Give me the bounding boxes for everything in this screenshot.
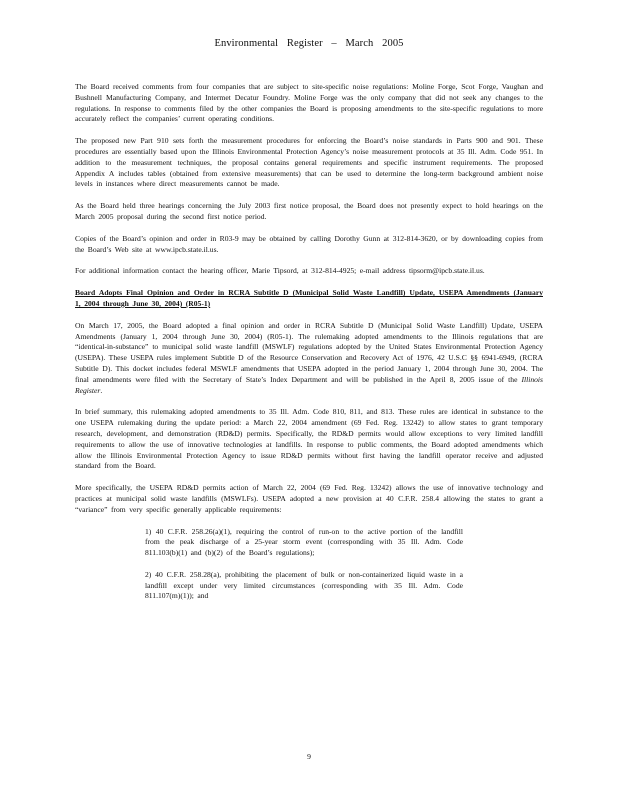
paragraph-part-910: The proposed new Part 910 sets forth the measurement procedures for enforcing the Board’s noise standards in Parts 900 and 901. These procedures are essentially based upon the Illinois Environmental Protection Agency’s noise measurement protocols at 35 Ill. Adm. Code 951. In addition to the measurement techniques, the proposal contains general requirements and specific instrument requirements. The proposed Appendix A includes tables (obtained from extensive measurements) that can be used to determine the long-term background ambient noise levels in instances where direct measurements cannot be made. (75, 136, 543, 189)
section-heading: Board Adopts Final Opinion and Order in RCRA Subtitle D (Municipal Solid Waste Landfill) Update, USEPA Amendments (January 1, 2004 through June 30, 2004) (R05-1) (75, 288, 543, 308)
paragraph-summary: In brief summary, this rulemaking adopted amendments to 35 Ill. Adm. Code 810, 811, and 813. These rules are identical in substance to the one USEPA rulemaking during the update period: a March 22, 2004 amendment (69 Fed. Reg. 13242) to allow states to grant temporary research, development, and demonstration (RD&D) permits. Specifically, the RD&D permits would allow exceptions to very limited landfill requirements to allow the use of innovative technologies at landfills. In response to public comments, the Board adopted amendments which allow the Illinois Environmental Protection Agency to issue RD&D permits without first having the landfill operator receive and adjusted standard from the Board. (75, 407, 543, 471)
paragraph-contact: For additional information contact the hearing officer, Marie Tipsord, at 312-814-4925; e-mail address tipsorm@ipcb.state.il.us. (75, 266, 485, 276)
list-item: 1) 40 C.F.R. 258.26(a)(1), requiring the control of run-on to the active portion of the landfill from the peak discharge of a 25-year storm event (corresponding with 35 Ill. Adm. Code 811.103(b)(1) and (b)(2) of the Board’s regulations); (145, 526, 463, 558)
paragraph-rcra-adoption (75, 321, 543, 397)
running-header: Environmental Register – March 2005 (214, 38, 404, 49)
paragraph-noise-comments: The Board received comments from four companies that are subject to site-specific noise regulations: Moline Forge, Scot Forge, Vaughan and Bushnell Manufacturing Company, and Intermet Decatur Foundry. Moline Forge was the only company that did not seek any changes to the regulations. In response to comments filed by the other companies the Board is proposing amendments to the site-specific regulations to more accurately reflect the companies’ current operating conditions. (75, 82, 543, 124)
document-body (75, 82, 543, 613)
list-item: 2) 40 C.F.R. 258.28(a), prohibiting the placement of bulk or non-containerized liquid waste in a landfill except under very limited circumstances (corresponding with 35 Ill. Adm. Code 811.107(m)(1)); and (145, 569, 463, 601)
paragraph-rcra-end: . (100, 385, 103, 395)
paragraph-hearings: As the Board held three hearings concerning the July 2003 first notice proposal, the Board does not presently expect to hold hearings on the March 2005 proposal during the second first notice period. (75, 201, 543, 221)
paragraph-rcra-text: On March 17, 2005, the Board adopted a final opinion and order in RCRA Subtitle D (Municipal Solid Waste Landfill) Update, USEPA Amendments (January 1, 2004 through June 30, 2004) (R05-1). The rulemaking adopted amendments to the Illinois regulations that are “identical-in-substance” to municipal solid waste landfill (MSWLF) regulations adopted by the United States Environmental Protection Agency (USEPA). These USEPA rules implement Subtitle D of the Resource Conservation and Recovery Act of 1976, 42 U.S.C §§ 6941-6949, (RCRA Subtitle D). This docket includes federal MSWLF amendments that USEPA adopted in the period January 1, 2004 through June 30, 2004. The final amendments were filed with the Secretary of State’s Index Department and will be published in the April 8, 2005 issue of the (75, 320, 543, 384)
illinois-register-title: Illinois Register (75, 374, 543, 395)
paragraph-copies: Copies of the Board’s opinion and order in R03-9 may be obtained by calling Dorothy Gunn at 312-814-3620, or by downloading copies from the Board’s Web site at www.ipcb.state.il.us. (75, 233, 543, 254)
paragraph-specifics: More specifically, the USEPA RD&D permits action of March 22, 2004 (69 Fed. Reg. 13242) allows the use of innovative technology and practices at municipal solid waste landfills (MSWLFs). USEPA adopted a new provision at 40 C.F.R. 258.4 allowing the states to grant a “variance” from very specific generally applicable requirements: (75, 483, 543, 514)
page-number: 9 (307, 752, 311, 761)
requirements-list (75, 527, 543, 603)
